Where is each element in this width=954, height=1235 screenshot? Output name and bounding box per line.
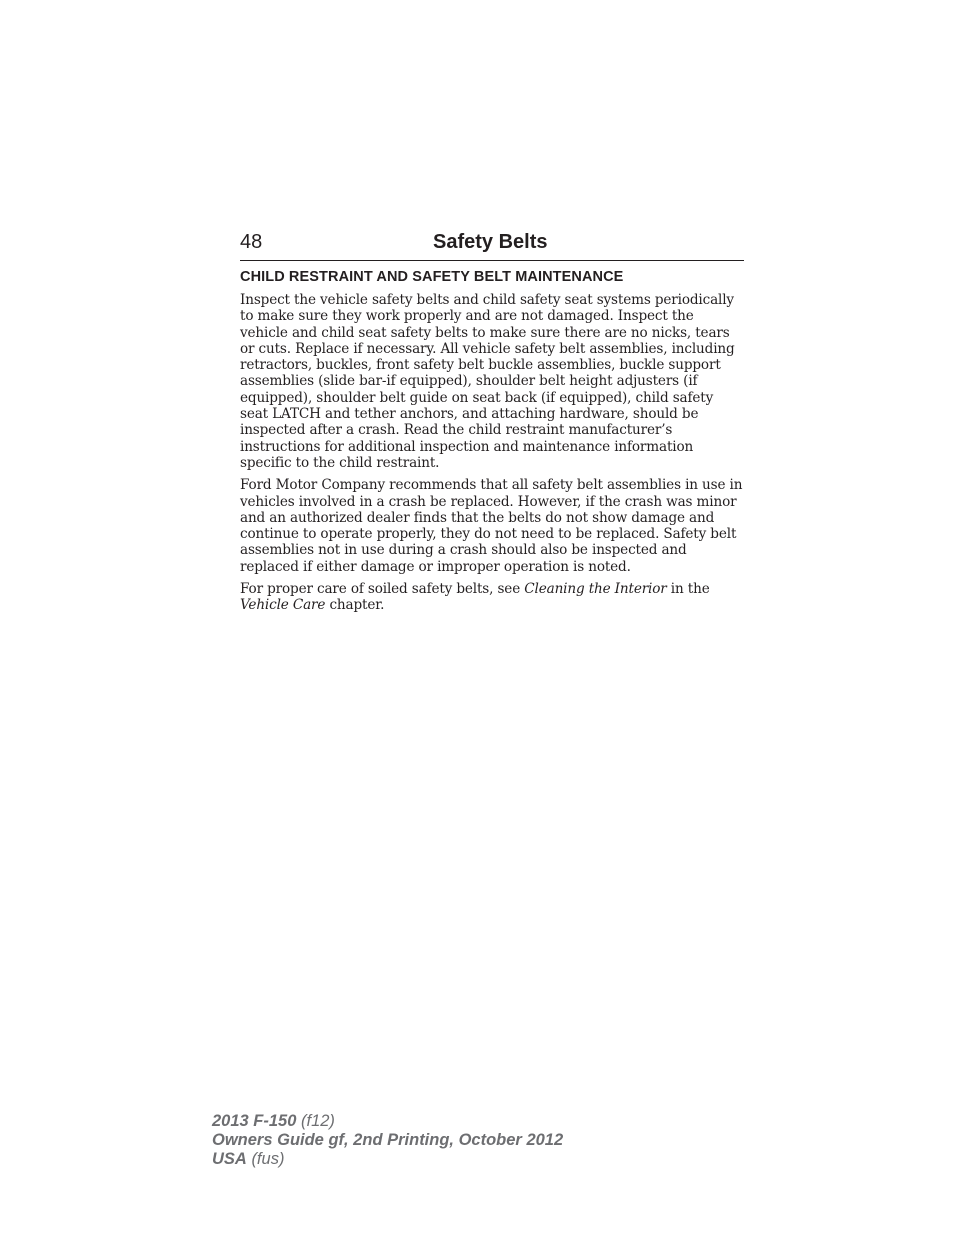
footer-market-line — [212, 1150, 563, 1169]
vehicle-care-reference: Vehicle Care — [240, 597, 326, 614]
footer-market: USA — [212, 1150, 247, 1168]
document-footer — [212, 1112, 563, 1169]
section-content — [240, 268, 744, 620]
paragraph-replacement: Ford Motor Company recommends that all safety belt assemblies in use in vehicles involved in a crash be replaced. However, if the crash was minor and an authorized dealer finds that the belts do not show damage and continue to operate properly, they do not need to be replaced. Safety belt assemblies not in use during a crash should also be inspected and replaced if either damage or improper operation is noted. — [240, 477, 743, 575]
page-header — [240, 228, 744, 261]
section-heading: CHILD RESTRAINT AND SAFETY BELT MAINTENANCE — [240, 269, 624, 285]
cleaning-interior-reference: Cleaning the Interior — [524, 581, 667, 598]
chapter-title: Safety Belts — [433, 231, 548, 253]
footer-model-line — [212, 1112, 563, 1131]
care-text-3: chapter. — [325, 597, 385, 614]
footer-market-code: (fus) — [251, 1150, 285, 1168]
paragraph-inspection: Inspect the vehicle safety belts and child safety seat systems periodically to make sure they work properly and are not damaged. Inspect the vehicle and child seat safety belts to make sure there are no nicks, tears or cuts. Replace if necessary. All vehicle safety belt assemblies, including retractors, buckles, front safety belt buckle assemblies, buckle support assemblies (slide bar-if equipped), shoulder belt height adjusters (if equipped), shoulder belt guide on seat back (if equipped), child safety seat LATCH and tether anchors, and attaching hardware, should be inspected after a crash. Read the child restraint manufacturer’s instructions for additional inspection and maintenance information specific to the child restraint. — [240, 292, 735, 471]
footer-guide: Owners Guide gf, 2nd Printing, October 2012 — [212, 1131, 564, 1149]
care-text-1: For proper care of soiled safety belts, see — [240, 581, 525, 598]
footer-model-code: (f12) — [301, 1112, 335, 1130]
footer-guide-line — [212, 1131, 563, 1150]
page-number: 48 — [240, 231, 263, 253]
paragraph-care-reference — [240, 581, 744, 614]
footer-model: 2013 F-150 — [212, 1112, 297, 1130]
care-text-2: in the — [666, 581, 710, 598]
